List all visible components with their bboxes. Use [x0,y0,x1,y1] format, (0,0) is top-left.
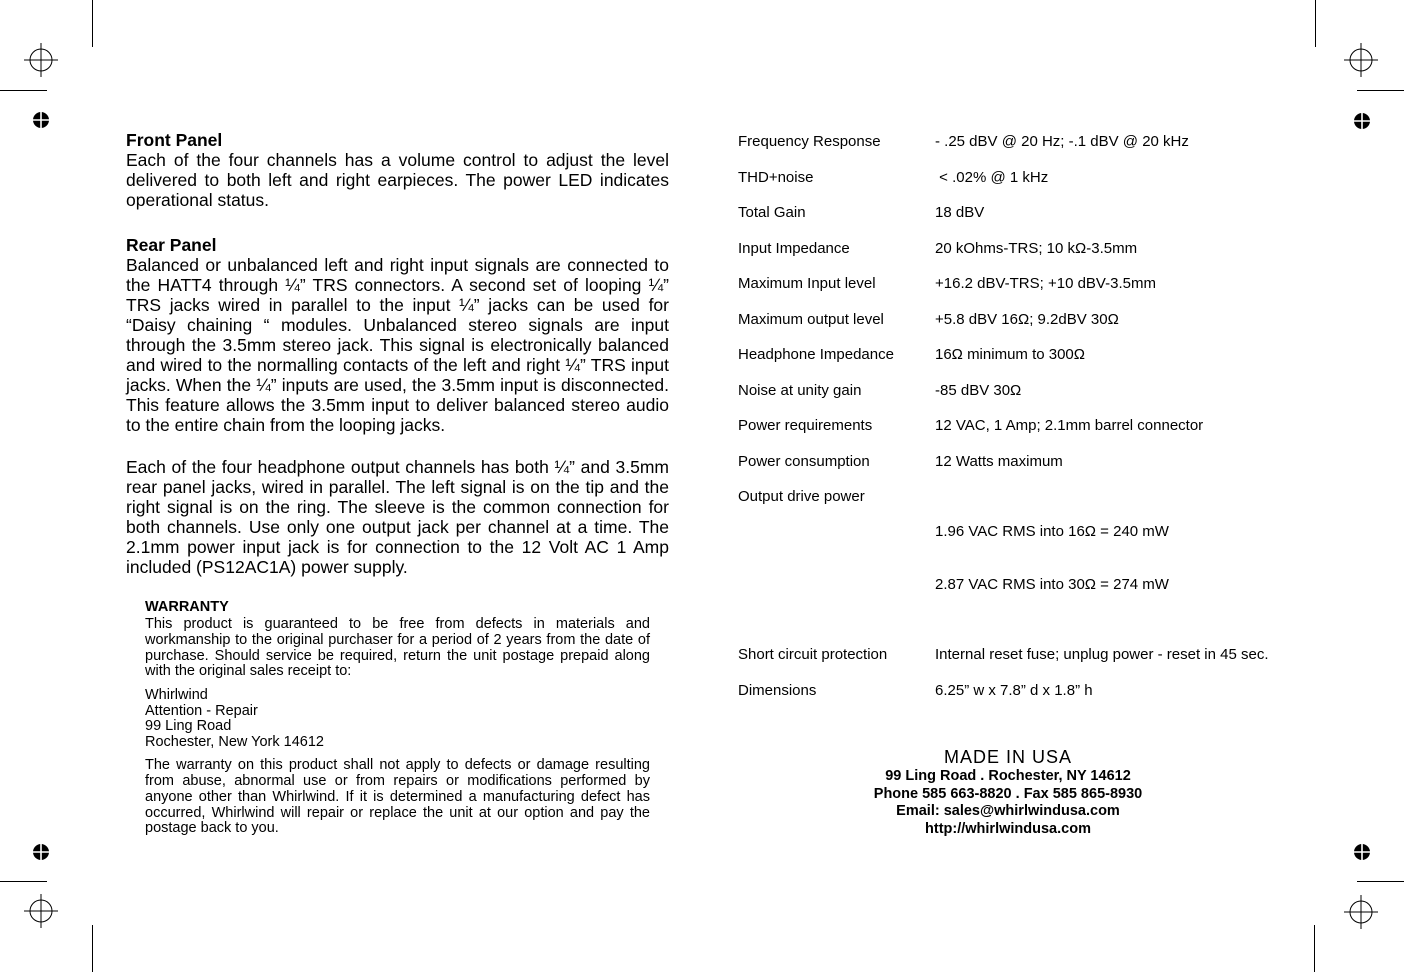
spec-label: Frequency Response [738,133,881,150]
spec-label: Maximum Input level [738,275,876,292]
spec-value-line: 2.87 VAC RMS into 30Ω = 274 mW [935,575,1169,593]
spec-value: 12 Watts maximum [935,452,1063,470]
spec-row-power-consumption [738,453,1338,471]
spec-row-short-circuit-protection [738,646,1338,664]
spec-label: Input Impedance [738,239,850,257]
registration-crosshair-icon [1344,43,1378,77]
footer-phone-fax: Phone 585 663-8820 . Fax 585 865-8930 [873,785,1143,802]
crop-mark [92,925,93,972]
spec-label: Headphone Impedance [738,346,894,363]
manual-text-column [126,130,669,845]
spec-value: +5.8 dBV 16Ω; 9.2dBV 30Ω [935,310,1119,328]
spec-value: +16.2 dBV-TRS; +10 dBV-3.5mm [935,275,1156,292]
registration-dot-icon [32,111,50,129]
spec-label: Noise at unity gain [738,381,862,399]
crop-mark [1357,90,1404,91]
crop-mark [1315,0,1316,47]
made-in-usa-label: MADE IN USA [943,747,1073,767]
spec-row-total-gain [738,204,1338,222]
spec-value: 16Ω minimum to 300Ω [935,346,1085,363]
spec-label: Total Gain [738,204,806,221]
warranty-paragraph-2: The warranty on this product shall not apply to defects or damage resulting from abuse, abnormal use or from repairs or modifications performed by anyone other than Whirlwind. If it is determined a manufacturing defect has occurred, Whirlwind will repair or replace the unit at our option and pay the postage back to you. [145,757,650,837]
footer-url: http://whirlwindusa.com [925,820,1091,837]
rear-panel-paragraph-1: Balanced or unbalanced left and right input signals are connected to the HATT4 through ¼” TRS connectors. A second set of looping ¼” TRS jacks wired in parallel to the input ¼” jacks can be used for “Daisy chaining “ modules. Unbalanced stereo signals are input through the 3.5mm stereo jack. This signal is electronically balanced and wired to the normalling contacts of the left and right ¼” TRS input jacks. When the ¼” inputs are used, the 3.5mm input is disconnected. This feature allows the 3.5mm input to deliver balanced stereo audio to the entire chain from the looping jacks. [126,255,669,435]
spec-row-max-output-level [738,311,1338,329]
spec-value: 12 VAC, 1 Amp; 2.1mm barrel connector [935,417,1204,434]
spec-row-output-drive-power [738,488,1338,628]
spec-label: Power consumption [738,452,870,470]
spec-value: < .02% @ 1 kHz [935,168,1049,186]
footer-address: 99 Ling Road . Rochester, NY 14612 [885,768,1131,784]
spec-row-frequency-response [738,133,1338,151]
registration-dot-icon [32,843,50,861]
spec-label: Output drive power [738,488,865,505]
return-address [145,688,650,750]
address-line: Whirlwind [145,687,208,704]
spec-row-dimensions [738,682,1338,700]
contact-footer [758,747,1258,838]
spec-row-power-requirements [738,417,1338,435]
front-panel-paragraph: Each of the four channels has a volume control to adjust the level delivered to both left and right earpieces. The power LED indicates operational status. [126,150,669,210]
crop-mark [92,0,93,47]
warranty-section [145,599,650,837]
spec-value: -85 dBV 30Ω [935,381,1022,399]
spec-value: 20 kOhms-TRS; 10 kΩ-3.5mm [935,239,1138,257]
footer-email: Email: sales@whirlwindusa.com [896,803,1120,819]
spec-value [935,488,1169,628]
registration-crosshair-icon [24,894,58,928]
registration-dot-icon [1353,843,1371,861]
spec-label: Short circuit protection [738,646,888,663]
crop-mark [1357,881,1404,882]
address-line: Rochester, New York 14612 [145,733,324,750]
rear-panel-heading: Rear Panel [126,235,217,255]
spec-value: 18 dBV [935,204,985,221]
address-line: 99 Ling Road [145,718,232,735]
spec-row-max-input-level [738,275,1338,293]
spec-row-thd-noise [738,169,1338,187]
spec-row-headphone-impedance [738,346,1338,364]
specifications-table [738,133,1338,717]
spec-value: - .25 dBV @ 20 Hz; -.1 dBV @ 20 kHz [935,133,1189,150]
warranty-paragraph-1: This product is guaranteed to be free from defects in materials and workmanship to the original purchaser for a period of 2 years from the date of purchase. Should service be required, return the unit postage prepaid along with the original sales receipt to: [145,616,650,680]
spec-value: 6.25” w x 7.8” d x 1.8” h [935,681,1093,699]
registration-crosshair-icon [24,43,58,77]
warranty-heading: WARRANTY [145,599,229,615]
registration-dot-icon [1353,112,1371,130]
crop-mark [0,90,47,91]
spec-label: Power requirements [738,417,873,434]
spec-label: Dimensions [738,681,817,699]
spec-label: Maximum output level [738,310,884,328]
front-panel-heading: Front Panel [126,130,223,150]
spec-value: Internal reset fuse; unplug power - reset in 45 sec. [935,646,1269,663]
crop-mark [0,881,47,882]
spec-row-input-impedance [738,240,1338,258]
registration-crosshair-icon [1344,895,1378,929]
spec-label: THD+noise [738,168,814,186]
crop-mark [1314,925,1315,972]
address-line: Attention - Repair [145,702,258,719]
spec-value-line: 1.96 VAC RMS into 16Ω = 240 mW [935,523,1169,540]
rear-panel-paragraph-2: Each of the four headphone output channels has both ¼” and 3.5mm rear panel jacks, wired in parallel. The left signal is on the tip and the right signal is on the ring. The sleeve is the common connection for both channels. Use only one output jack per channel at a time. The 2.1mm power input jack is for connection to the 12 Volt AC 1 Amp included (PS12AC1A) power supply. [126,457,669,577]
spec-row-noise-unity-gain [738,382,1338,400]
